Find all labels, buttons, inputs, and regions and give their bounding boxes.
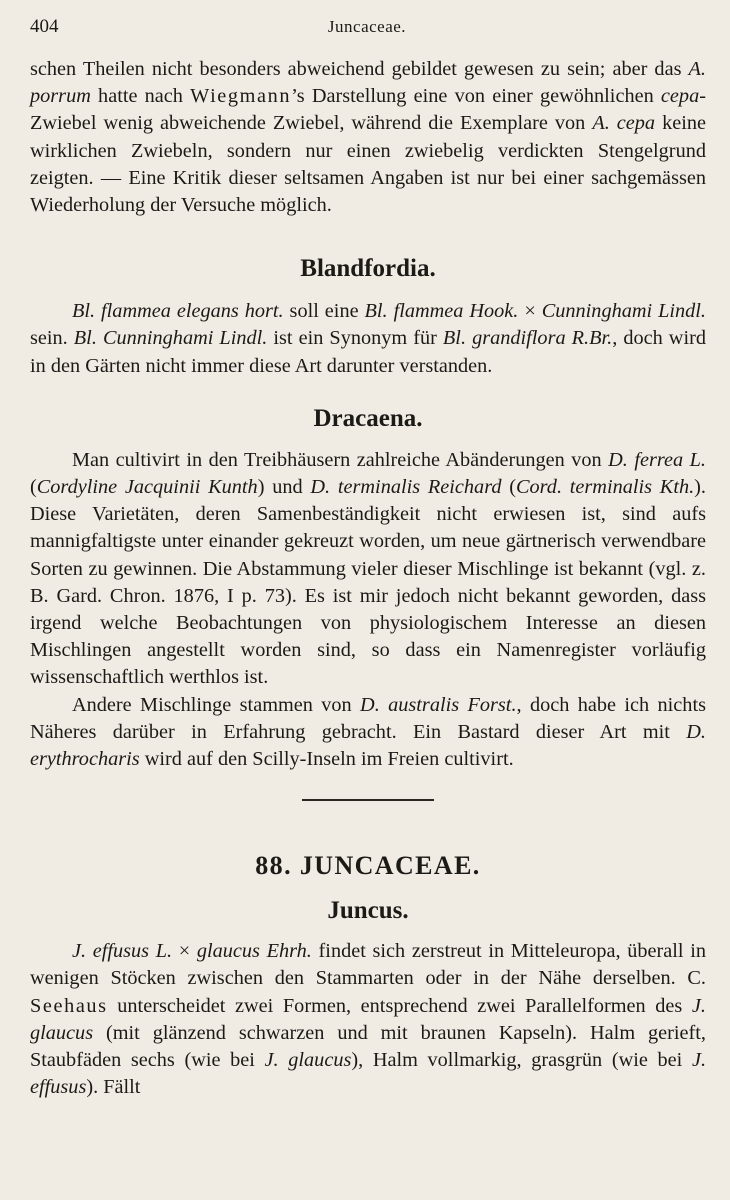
text-run: ist ein Synonym für bbox=[267, 327, 443, 350]
spaced-name: Wiegmann bbox=[190, 85, 292, 108]
italic-text: glaucus Ehrh. bbox=[196, 940, 312, 963]
italic-text: Bl. Cunninghami Lindl. bbox=[73, 327, 268, 350]
text-run: (mit glänzend schwarzen und mit braunen Kapseln). Halm gerieft, Staubfäden sechs (wie bei bbox=[30, 1021, 706, 1072]
text-run: -Zwiebel wenig abweichende Zwiebel, während die Exemplare von bbox=[30, 85, 706, 135]
italic-text: D. erythrocharis bbox=[30, 720, 706, 771]
text-run: ( bbox=[30, 476, 37, 499]
italic-text: D. australis Forst. bbox=[360, 693, 517, 716]
italic-text: J. effusus L. bbox=[72, 940, 173, 963]
italic-text: Cunninghami Lindl. bbox=[541, 300, 706, 323]
paragraph-dracaena-2 bbox=[30, 692, 706, 774]
text-run: × bbox=[518, 300, 542, 323]
italic-text: J. effusus bbox=[30, 1049, 707, 1099]
section-heading-dracaena: Dracaena. bbox=[313, 404, 423, 432]
text-run: unterscheidet zwei Formen, entsprechend zwei Parallelformen des bbox=[107, 994, 692, 1017]
italic-text: D. ferrea L. bbox=[608, 448, 706, 471]
italic-text: J. glaucus bbox=[30, 994, 706, 1044]
italic-text: D. terminalis Reichard bbox=[310, 476, 502, 499]
text-run: soll eine bbox=[283, 300, 365, 323]
text-run: findet sich zerstreut in Mitteleuropa, überall in wenigen Stöcken zwischen den Stammarten oder in der Nähe derselben. C. bbox=[30, 940, 706, 990]
paragraph-blandfordia bbox=[30, 298, 706, 380]
text-run: , doch habe ich nichts Näheres darüber in Erfahrung gebracht. Ein Bastard dieser Art mit bbox=[30, 693, 706, 743]
page-header bbox=[30, 16, 704, 42]
text-run: sein. bbox=[30, 327, 74, 350]
text-run: schen Theilen nicht besonders abweichend gebildet gewesen zu sein; aber das bbox=[30, 58, 689, 80]
section-heading-juncus: Juncus. bbox=[327, 897, 409, 925]
page-number: 404 bbox=[30, 16, 59, 37]
italic-text: Bl. flammea elegans hort. bbox=[72, 300, 284, 323]
page-body bbox=[30, 56, 706, 1101]
paragraph-allium-continued bbox=[30, 56, 706, 219]
italic-text: J. glaucus bbox=[264, 1049, 352, 1072]
running-head: Juncaceae. bbox=[327, 17, 407, 36]
paragraph-dracaena-1 bbox=[30, 447, 706, 692]
text-run: ’s Darstellung eine von einer gewöhnlichen bbox=[291, 85, 661, 108]
text-run: ( bbox=[501, 476, 516, 499]
italic-text: Bl. flammea Hook. bbox=[364, 300, 519, 323]
section-heading-blandfordia: Blandfordia. bbox=[300, 255, 436, 283]
family-heading: 88. JUNCACEAE. bbox=[255, 851, 481, 881]
text-run: ). Fällt bbox=[86, 1076, 141, 1099]
text-run: Man cultivirt in den Treibhäusern zahlreiche Abänderungen von bbox=[72, 448, 609, 471]
italic-text: Cordyline Jacquinii Kunth bbox=[36, 476, 258, 499]
italic-text: A. porrum bbox=[30, 58, 706, 108]
text-run: Andere Mischlinge stammen von bbox=[72, 693, 361, 716]
section-divider bbox=[302, 799, 434, 801]
italic-text: Cord. terminalis Kth. bbox=[516, 476, 695, 499]
italic-text: cepa bbox=[660, 85, 700, 108]
text-run: wird auf den Scilly-Inseln im Freien cultivirt. bbox=[139, 748, 514, 771]
text-run: , doch wird in den Gärten nicht immer diese Art darunter verstanden. bbox=[30, 327, 706, 377]
text-run: keine wirklichen Zwiebeln, sondern nur einen zwiebelig verdickten Stengelgrund zeigten. — Eine Kritik dieser seltsamen Angaben ist nur bei einer sachgemässen Wiederholung der Versuche möglich. bbox=[30, 112, 706, 217]
text-run: ). Diese Varietäten, deren Samenbeständigkeit nicht erwiesen ist, sind aufs mannigfaltigste unter einander gekreuzt worden, um neue gärtnerisch verwendbare Sorten zu gewinnen. Die Abstammung vieler dieser Mischlinge ist bekannt (vgl. z. B. Gard. Chron. 1876, I p. 73). Es ist mir jedoch nicht bekannt geworden, dass irgend welche Beobachtungen von physiologischem Interesse an diesen Mischlingen angestellt worden sind, so dass ein Namenregister vorläufig wissenschaftlich werthlos ist. bbox=[30, 476, 706, 689]
spaced-name: Seehaus bbox=[30, 994, 108, 1017]
text-run: × bbox=[172, 940, 197, 963]
text-run: ) und bbox=[257, 476, 311, 499]
paragraph-juncus bbox=[30, 938, 706, 1101]
italic-text: A. cepa bbox=[592, 112, 656, 135]
italic-text: Bl. grandiflora R.Br. bbox=[442, 327, 613, 350]
text-run: hatte nach bbox=[90, 85, 191, 108]
text-run: ), Halm vollmarkig, grasgrün (wie bei bbox=[351, 1049, 692, 1072]
